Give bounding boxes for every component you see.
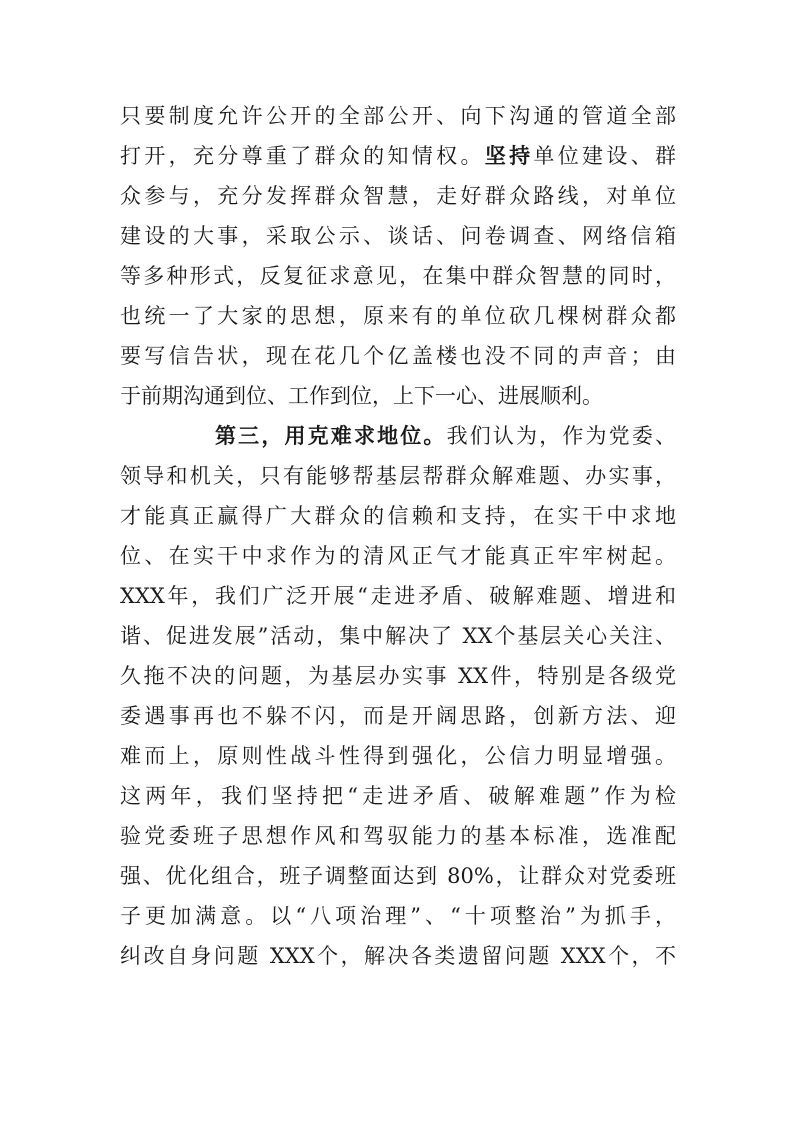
text-line bbox=[120, 416, 676, 456]
text-line: 等多种形式，反复征求意见，在集中群众智慧的同时， bbox=[120, 264, 676, 288]
text-line bbox=[120, 136, 676, 176]
text-line: 验党委班子思想作风和驾驭能力的基本标准，选准配 bbox=[120, 824, 676, 848]
bold-keyword: 坚持 bbox=[484, 143, 534, 168]
text-line: 才能真正赢得广大群众的信赖和支持，在实干中求地 bbox=[120, 504, 676, 528]
section-heading: 第三，用克难求地位。 bbox=[215, 423, 447, 448]
text-line: 子更加满意。以“八项治理”、“十项整治”为抓手， bbox=[120, 904, 676, 928]
text-line: 这两年，我们坚持把“走进矛盾、破解难题”作为检 bbox=[120, 784, 676, 808]
text-line: 领导和机关，只有能够帮基层帮群众解难题、办实事， bbox=[120, 464, 676, 488]
text-line: 纠改自身问题 XXX个，解决各类遗留问题 XXX个，不 bbox=[120, 944, 676, 968]
text-line: 众参与，充分发挥群众智慧，走好群众路线，对单位 bbox=[120, 184, 676, 208]
text-line: 委遇事再也不躲不闪，而是开阔思路，创新方法、迎 bbox=[120, 704, 676, 728]
text-line: 强、优化组合，班子调整面达到 80%，让群众对党委班 bbox=[120, 864, 676, 888]
text-line: 位、在实干中求作为的清风正气才能真正牢牢树起。 bbox=[120, 544, 676, 568]
text-line: 只要制度允许公开的全部公开、向下沟通的管道全部 bbox=[120, 104, 676, 128]
text-line: 久拖不决的问题，为基层办实事 XX件，特别是各级党 bbox=[120, 664, 676, 688]
text-line: 谐、促进发展”活动，集中解决了 XX个基层关心关注、 bbox=[120, 624, 676, 648]
document-page bbox=[120, 96, 676, 976]
text-line: 难而上，原则性战斗性得到强化，公信力明显增强。 bbox=[120, 744, 676, 768]
text-line: 也统一了大家的思想，原来有的单位砍几棵树群众都 bbox=[120, 304, 676, 328]
text-line: 要写信告状，现在花几个亿盖楼也没不同的声音；由 bbox=[120, 344, 676, 368]
text-line: 于前期沟通到位、工作到位，上下一心、进展顺利。 bbox=[120, 384, 603, 408]
paragraph-2 bbox=[120, 416, 676, 976]
text-span: 打开，充分尊重了群众的知情权。 bbox=[120, 144, 485, 168]
text-span: 我们认为，作为党委、 bbox=[446, 424, 676, 448]
paragraph-1 bbox=[120, 96, 676, 416]
text-line: 建设的大事，采取公示、谈话、问卷调查、网络信箱 bbox=[120, 224, 676, 248]
text-span: 单位建设、群 bbox=[533, 144, 677, 168]
text-line: XXX年，我们广泛开展“走进矛盾、破解难题、增进和 bbox=[120, 584, 676, 608]
